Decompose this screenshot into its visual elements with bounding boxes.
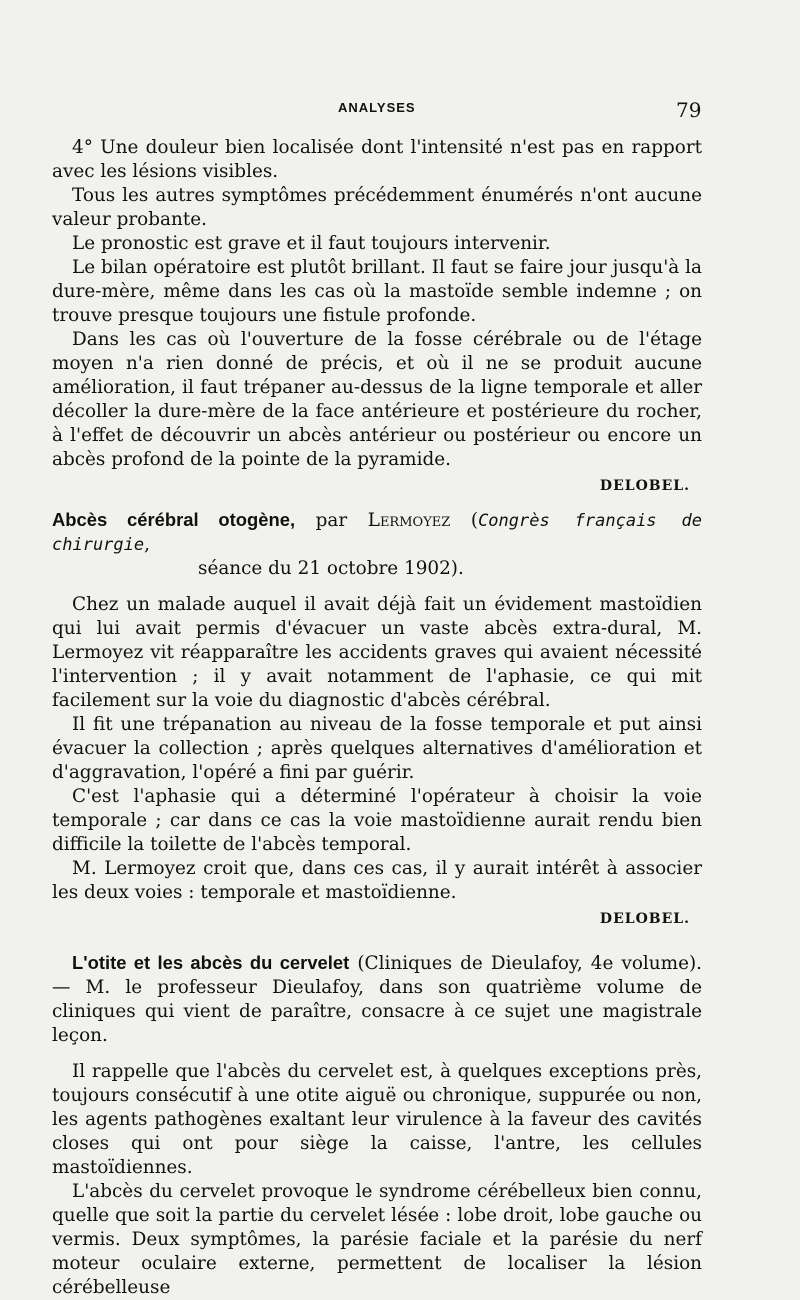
- paragraph: C'est l'aphasie qui a déterminé l'opérateur à choisir la voie temporale ; car dans ce cas la voie mastoïdienne aurait rendu bien difficile la toilette de l'abcès temporal.: [52, 786, 702, 855]
- heading-by: par: [295, 510, 368, 531]
- signature: DELOBEL.: [599, 478, 690, 494]
- article-heading: [52, 951, 702, 1048]
- heading-paren: (: [450, 510, 479, 531]
- signature: DELOBEL.: [599, 911, 690, 927]
- paragraph: Il rappelle que l'abcès du cervelet est, à quelques exceptions près, toujours consécutif à une otite aiguë ou chronique, suppurée ou non, les agents pathogènes exaltant leur virulence à la faveur des cavités closes qui ont pour siège la caisse, l'antre, les cellules mastoïdiennes.: [52, 1061, 702, 1178]
- running-head: [0, 100, 800, 126]
- article-title: L'otite et les abcès du cervelet: [72, 952, 350, 973]
- heading-comma: ,: [144, 534, 150, 555]
- article-title: Abcès cérébral otogène,: [52, 509, 296, 530]
- paragraph: Il fit une trépanation au niveau de la fosse temporale et put ainsi évacuer la collection ; après quelques alternatives d'amélioration et d'aggravation, l'opéré a fini par guérir.: [52, 714, 702, 783]
- paragraph: Dans les cas où l'ouverture de la fosse cérébrale ou de l'étage moyen n'a rien donné de précis, et où il ne se produit aucune amélioration, il faut trépaner au-dessus de la ligne temporale et aller décoller la dure-mère de la face antérieure et postérieure du rocher, à l'effet de découvrir un abcès antérieur ou postérieur ou encore un abcès profond de la pointe de la pyramide.: [52, 329, 702, 470]
- article-heading: [52, 508, 702, 581]
- paragraph: 4° Une douleur bien localisée dont l'intensité n'est pas en rapport avec les lésions visibles.: [52, 137, 702, 182]
- article-session: séance du 21 octobre 1902).: [198, 558, 464, 579]
- article-author: Lermoyez: [367, 510, 451, 531]
- paragraph: Tous les autres symptômes précédemment énumérés n'ont aucune valeur probante.: [52, 185, 702, 230]
- page-number: 79: [676, 98, 702, 122]
- article-intro: (Cliniques de Dieulafoy, 4e volume). — M. le professeur Dieulafoy, dans son quatrième volume de cliniques qui vient de paraître, consacre à ce sujet une magistrale leçon.: [52, 953, 702, 1046]
- article-source: Congrès français de chirurgie: [52, 511, 702, 555]
- paragraph: L'abcès du cervelet provoque le syndrome cérébelleux bien connu, quelle que soit la partie du cervelet lésée : lobe droit, lobe gauche ou vermis. Deux symptômes, la parésie faciale et la parésie du nerf moteur oculaire externe, permettent de localiser la lésion cérébelleuse: [52, 1181, 702, 1298]
- paragraph: Le bilan opératoire est plutôt brillant. Il faut se faire jour jusqu'à la dure-mère, même dans les cas où la mastoïde semble indemne ; on trouve presque toujours une fistule profonde.: [52, 257, 702, 326]
- paragraph: M. Lermoyez croit que, dans ces cas, il y aurait intérêt à associer les deux voies : temporale et mastoïdienne.: [52, 858, 702, 903]
- page-body: [52, 136, 702, 1300]
- running-title: ANALYSES: [338, 100, 416, 115]
- paragraph: Chez un malade auquel il avait déjà fait un évidement mastoïdien qui lui avait permis d'évacuer un vaste abcès extra-dural, M. Lermoyez vit réapparaître les accidents graves qui avaient nécessité l'intervention ; il y avait notamment de l'aphasie, ce qui mit facilement sur la voie du diagnostic d'abcès cérébral.: [52, 594, 702, 711]
- paragraph: Le pronostic est grave et il faut toujours intervenir.: [72, 233, 551, 254]
